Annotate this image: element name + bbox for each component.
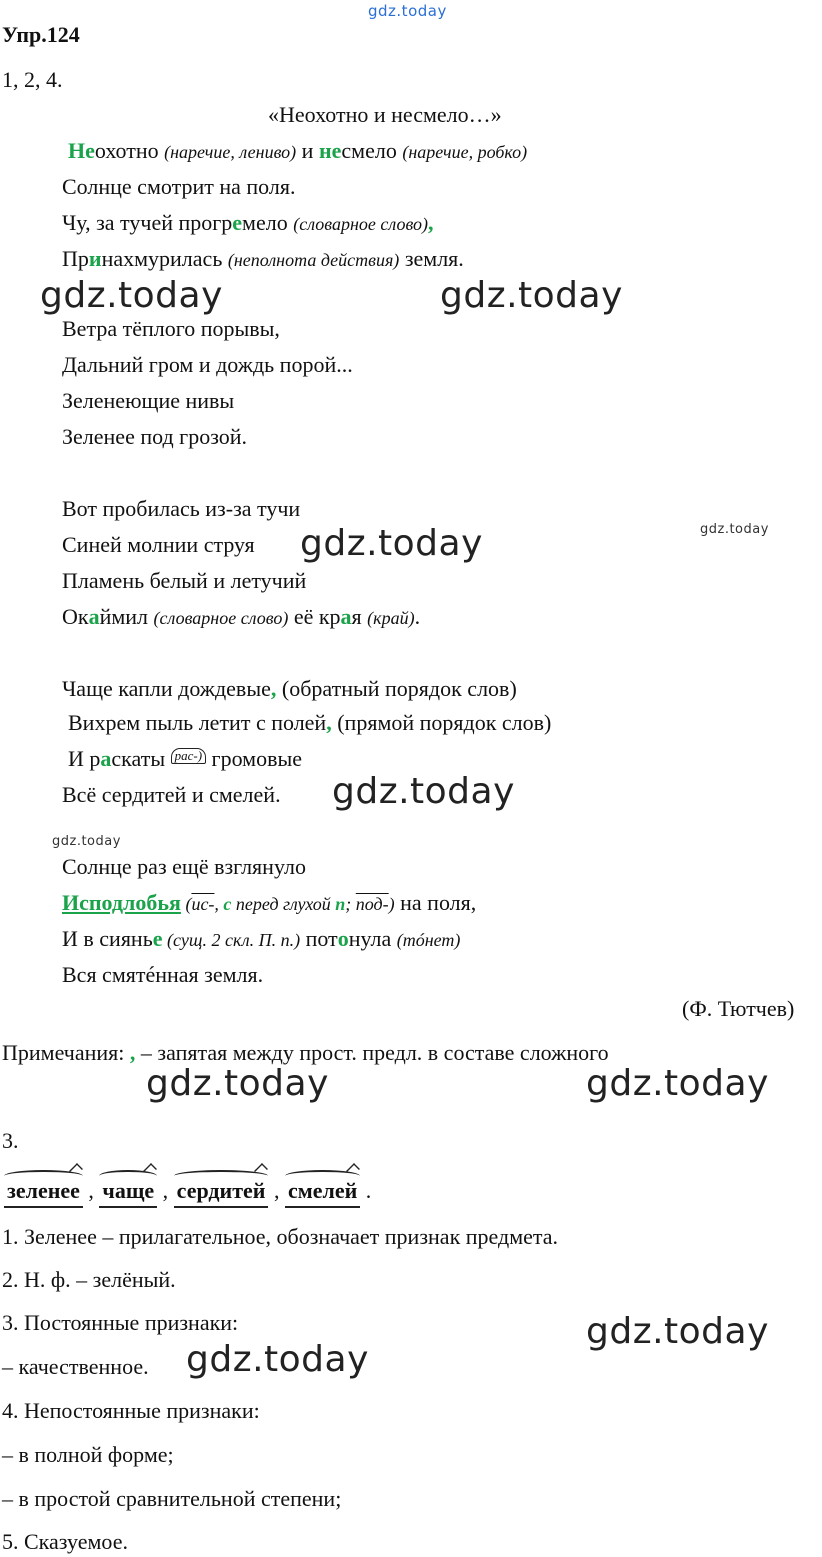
analysis-line: 1. Зеленее – прилагательное, обозначает признак предмета. — [2, 1224, 559, 1249]
watermark: gdz.today — [440, 275, 623, 316]
poem-line-5: Ветра тёплого порывы, — [62, 316, 280, 341]
notes: Примечания: , – запятая между прост. предл. в составе сложного — [2, 1040, 609, 1065]
poem-title: «Неохотно и несмело…» — [268, 102, 502, 127]
word-chashche: чаще — [99, 1176, 157, 1208]
watermark: gdz.today — [52, 834, 121, 849]
poem-line-2: Солнце смотрит на поля. — [62, 174, 296, 199]
analysis-line: 4. Непостоянные признаки: — [2, 1398, 260, 1423]
poem-line-6: Дальний гром и дождь порой... — [62, 352, 353, 377]
analysis-line: – качественное. — [2, 1354, 149, 1379]
poem-line-14: Вихрем пыль летит с полей, (прямой порядок слов) — [68, 710, 552, 735]
poem-line-11: Пламень белый и летучий — [62, 568, 307, 593]
poem-line-10: Синей молнии струя — [62, 532, 255, 557]
task3-words: зеленее , чаще , сердитей , смелей . — [4, 1176, 371, 1208]
word-smeley: смелей — [285, 1176, 360, 1208]
analysis-line: 2. Н. ф. – зелёный. — [2, 1267, 176, 1292]
watermark: gdz.today — [586, 1311, 769, 1352]
poem-line-17: Солнце раз ещё взглянуло — [62, 854, 306, 879]
poem-line-18: Исподлобья (ис-, с перед глухой п; под-) на поля, — [62, 890, 477, 915]
poem-line-16: Всё сердитей и смелей. — [62, 782, 281, 807]
poem-line-9: Вот пробилась из-за тучи — [62, 496, 301, 521]
poem-line-15: И раскаты рас-) громовые — [68, 746, 303, 771]
task-numbers: 1, 2, 4. — [2, 67, 63, 92]
poem-author: (Ф. Тютчев) — [682, 996, 795, 1021]
analysis-line: 3. Постоянные признаки: — [2, 1310, 239, 1335]
task3-number: 3. — [2, 1128, 19, 1153]
word-zelenee: зеленее — [4, 1176, 83, 1208]
analysis-line: – в полной форме; — [2, 1442, 174, 1467]
prefix-mark: рас-) — [171, 748, 206, 764]
analysis-line: 5. Сказуемое. — [2, 1529, 128, 1554]
poem-line-13: Чаще капли дождевые, (обратный порядок слов) — [62, 676, 517, 701]
watermark: gdz.today — [700, 522, 769, 537]
poem-line-12: Окаймил (словарное слово) её края (край). — [62, 604, 421, 629]
watermark-top: gdz.today — [368, 2, 447, 20]
watermark: gdz.today — [40, 275, 223, 316]
exercise-title: Упр.124 — [2, 22, 80, 47]
watermark: gdz.today — [586, 1063, 769, 1104]
poem-line-7: Зеленеющие нивы — [62, 388, 235, 413]
watermark: gdz.today — [186, 1339, 369, 1380]
poem-line-4: Принахмурилась (неполнота действия) земля. — [62, 246, 464, 271]
poem-line-8: Зеленее под грозой. — [62, 424, 248, 449]
poem-line-20: Вся смятéнная земля. — [62, 962, 264, 987]
watermark: gdz.today — [146, 1063, 329, 1104]
watermark: gdz.today — [332, 771, 515, 812]
word-serditey: сердитей — [174, 1176, 269, 1208]
watermark: gdz.today — [300, 523, 483, 564]
analysis-line: – в простой сравнительной степени; — [2, 1486, 342, 1511]
poem-line-19: И в сиянье (сущ. 2 скл. П. п.) потонула (тóнет) — [62, 926, 461, 951]
poem-line-1: Неохотно (наречие, лениво) и несмело (наречие, робко) — [68, 138, 528, 163]
poem-line-3: Чу, за тучей прогремело (словарное слово), — [62, 210, 434, 235]
